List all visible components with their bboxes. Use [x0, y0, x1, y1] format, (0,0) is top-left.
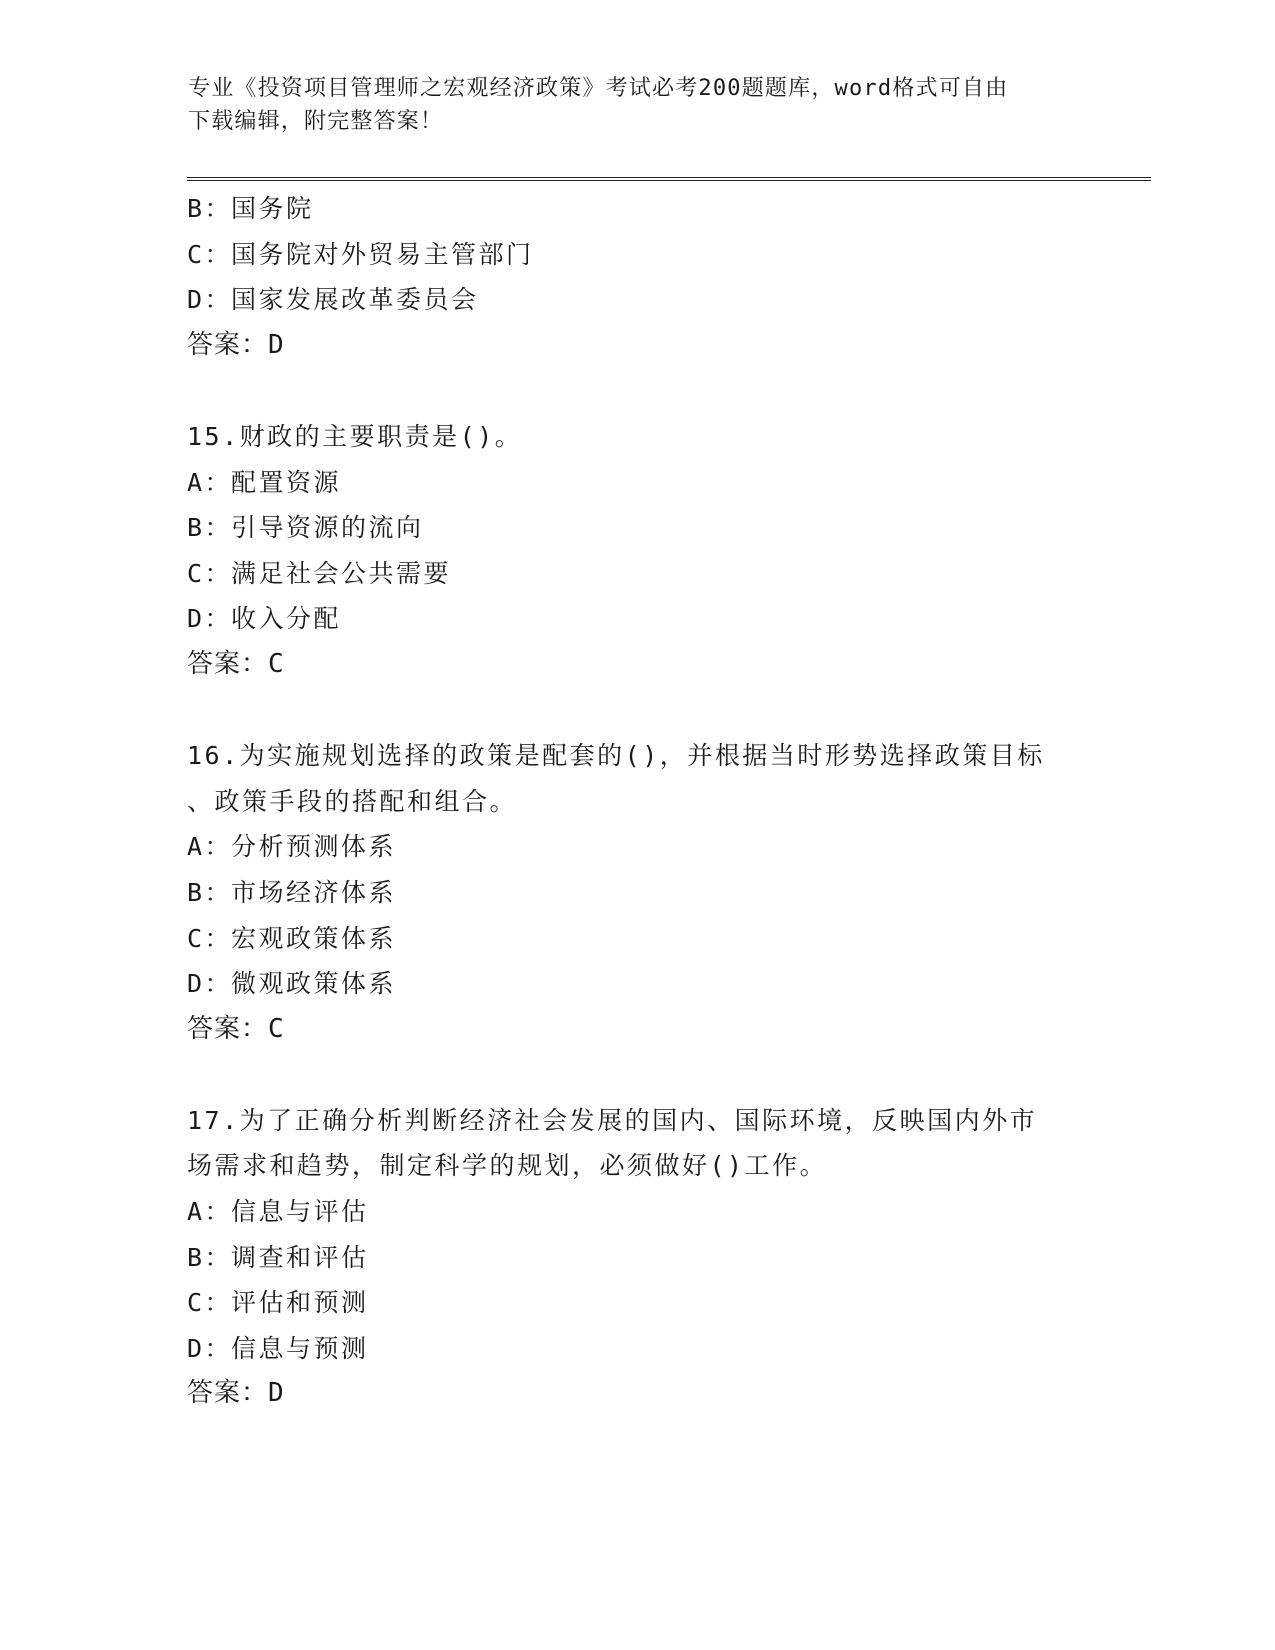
answer-line: 答案：D [187, 329, 285, 360]
option-b: B：引导资源的流向 [187, 513, 424, 543]
question-list [187, 186, 1087, 1417]
option-c: C：满足社会公共需要 [187, 558, 452, 588]
header-divider [187, 177, 1151, 181]
answer-line: 答案：C [187, 648, 285, 679]
question-stem-line-2: 、政策手段的搭配和组合。 [187, 786, 518, 816]
question-16 [187, 733, 1087, 1052]
option-a: A：配置资源 [187, 467, 342, 497]
option-c: C：宏观政策体系 [187, 923, 397, 953]
question-stem: 15.财政的主要职责是()。 [187, 421, 523, 451]
option-b: B：市场经济体系 [187, 877, 397, 907]
answer-line: 答案：D [187, 1378, 285, 1409]
option-d: D：收入分配 [187, 604, 342, 634]
option-c: C：评估和预测 [187, 1288, 369, 1318]
header-line-2: 下载编辑，附完整答案！ [188, 109, 444, 134]
question-stem-line-1: 17.为了正确分析判断经济社会发展的国内、国际环境，反映国内外市 [187, 1105, 1038, 1135]
document-header [188, 72, 1068, 138]
option-a: A：分析预测体系 [187, 832, 397, 862]
option-b: B：国务院 [187, 194, 314, 223]
option-a: A：信息与评估 [187, 1197, 369, 1227]
header-line-1: 专业《投资项目管理师之宏观经济政策》考试必考200题题库，word格式可自由 [188, 76, 1009, 101]
option-c: C：国务院对外贸易主管部门 [187, 239, 534, 269]
answer-line: 答案：C [187, 1013, 285, 1044]
option-b: B：调查和评估 [187, 1242, 369, 1272]
question-stem-line-2: 场需求和趋势，制定科学的规划，必须做好()工作。 [187, 1151, 828, 1181]
question-17 [187, 1098, 1087, 1417]
question-stem-line-1: 16.为实施规划选择的政策是配套的()，并根据当时形势选择政策目标 [187, 741, 1045, 771]
question-15 [187, 414, 1087, 688]
option-d: D：国家发展改革委员会 [187, 285, 479, 315]
option-d: D：信息与预测 [187, 1333, 369, 1363]
question-14-continued [187, 186, 1087, 368]
option-d: D：微观政策体系 [187, 969, 397, 999]
